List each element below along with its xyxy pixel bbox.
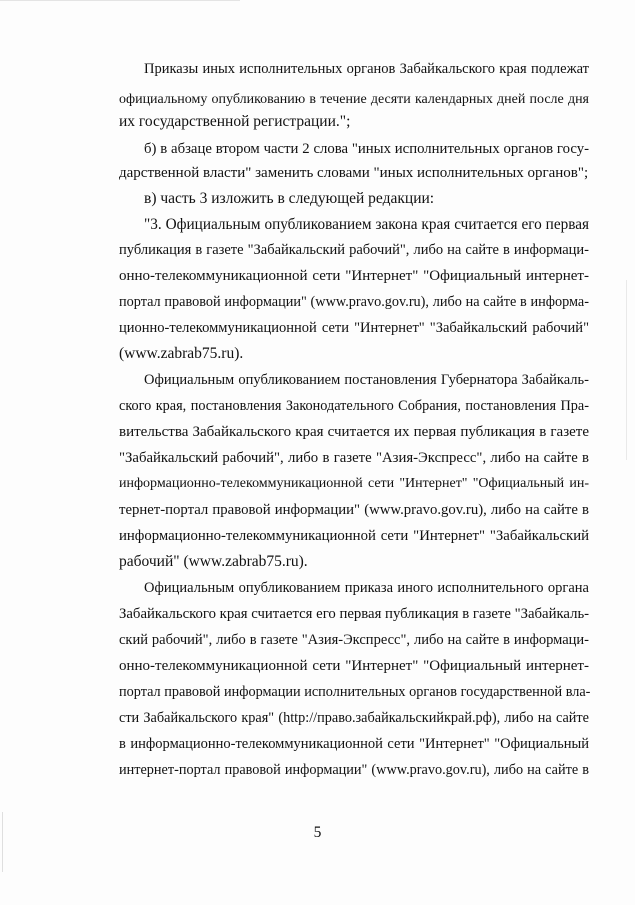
scan-artifact xyxy=(626,280,627,460)
text-line: ционно-телекоммуникационной сети "Интернет" "Забайкальский рабочий" xyxy=(119,320,589,336)
text-line: ского края, постановления Законодательного Собрания, постановления Пра- xyxy=(119,398,589,414)
scan-artifact xyxy=(0,0,240,1)
text-line: Забайкальского края считается его первая публикация в газете "Забайкаль- xyxy=(119,606,590,622)
text-line: портал правовой информации исполнительных органов государственной вла- xyxy=(119,684,591,700)
text-line: портал правовой информации" (www.pravo.gov.ru), либо на сайте в информа- xyxy=(119,294,589,310)
text-line: (www.zabrab75.ru). xyxy=(119,345,244,362)
text-line: интернет-портал правовой информации" (www.pravo.gov.ru), либо на сайте в xyxy=(119,762,589,778)
text-line: рабочий" (www.zabrab75.ru). xyxy=(119,553,308,570)
text-line: "Забайкальский рабочий", либо в газете "Азия-Экспресс", либо на сайте в xyxy=(119,450,589,466)
text-line: информационно-телекоммуникационной сети "Интернет" "Забайкальский xyxy=(119,528,589,544)
text-line: Официальным опубликованием приказа иного исполнительного органа xyxy=(144,580,589,596)
text-line: онно-телекоммуникационной сети "Интернет" "Официальный интернет- xyxy=(119,658,589,674)
text-line: тернет-портал правовой информации" (www.pravo.gov.ru), либо на сайте в xyxy=(119,502,589,518)
text-line: "3. Официальным опубликованием закона края считается его первая xyxy=(144,216,589,233)
text-line: Официальным опубликованием постановления Губернатора Забайкаль- xyxy=(144,372,589,388)
text-line: Приказы иных исполнительных органов Забайкальского края подлежат xyxy=(144,61,589,77)
text-line: вительства Забайкальского края считается их первая публикация в газете xyxy=(119,424,589,440)
text-line: официальному опубликованию в течение десяти календарных дней после дня xyxy=(119,92,589,107)
page-number: 5 xyxy=(313,824,322,841)
text-line: в) часть 3 изложить в следующей редакции: xyxy=(144,190,435,207)
text-line: сти Забайкальского края" (http://право.забайкальскийкрай.рф), либо на сайте xyxy=(119,710,589,726)
text-line: публикация в газете "Забайкальский рабочий", либо на сайте в информаци- xyxy=(119,242,589,258)
text-line: дарственной власти" заменить словами "иных исполнительных органов"; xyxy=(119,165,589,181)
text-line: ский рабочий", либо в газете "Азия-Экспресс", либо на сайте в информаци- xyxy=(119,632,589,648)
text-line: их государственной регистрации."; xyxy=(119,113,351,130)
text-line: онно-телекоммуникационной сети "Интернет" "Официальный интернет- xyxy=(119,268,589,284)
text-line: в информационно-телекоммуникационной сети "Интернет" "Официальный xyxy=(119,736,589,752)
text-line: б) в абзаце втором части 2 слова "иных исполнительных органов госу- xyxy=(144,141,589,157)
text-line: информационно-телекоммуникационной сети "Интернет" "Официальный ин- xyxy=(119,476,589,491)
